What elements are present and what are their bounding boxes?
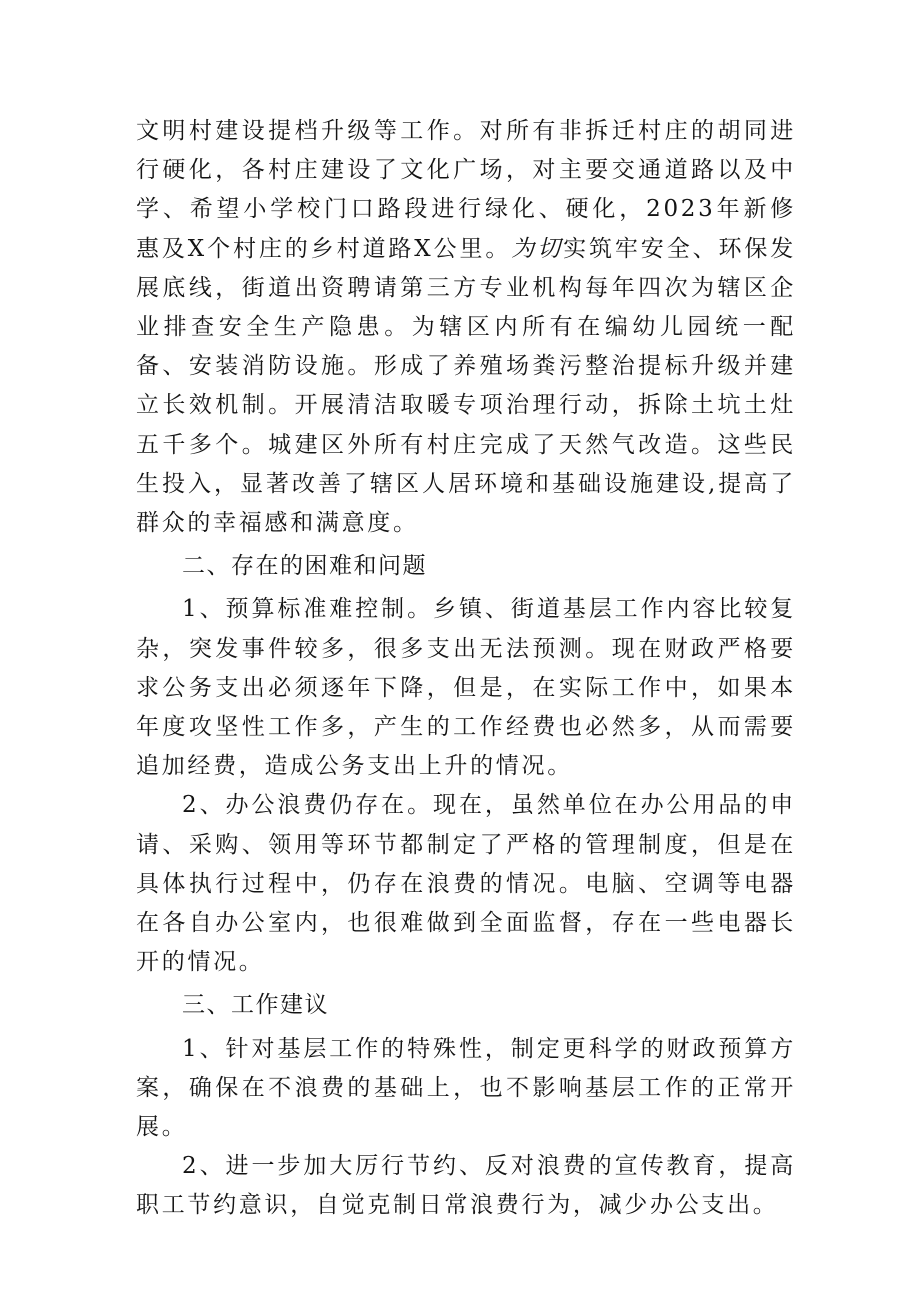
italic-text: 为切 [511, 235, 564, 262]
list-item-budget-control: 1、预算标准难控制。乡镇、街道基层工作内容比较复杂，突发事件较多，很多支出无法预测。现在财政严格要求公务支出必须逐年下降，但是，在实际工作中，如果本年度攻坚性工作多，产生的工作经费也必然多，从而需要追加经费，造成公务支出上升的情况。 [136, 596, 796, 780]
list-item-office-waste: 2、办公浪费仍存在。现在，虽然单位在办公用品的申请、采购、领用等环节都制定了严格的管理制度，但是在具体执行过程中，仍存在浪费的情况。电脑、空调等电器在各自办公室内，也很难做到全面监督，存在一些电器长开的情况。 [136, 792, 796, 976]
section-heading-difficulties: 二、存在的困难和问题 [182, 553, 427, 580]
list-item-budget-plan: 1、针对基层工作的特殊性，制定更科学的财政预算方案，确保在不浪费的基础上，也不影响基层工作的正常开展。 [136, 1035, 796, 1141]
section-heading-suggestions: 三、工作建议 [182, 992, 329, 1019]
paragraph-text: 文明村建设提档升级等工作。对所有非拆迁村庄的胡同进行硬化，各村庄建设了文化广场，对主要交通道路以及中学、希望小学校门口路段进行绿化、硬化，2023年新修惠及X个村庄的乡村道路X公里。 [136, 118, 796, 262]
list-item-thrift-education: 2、进一步加大厉行节约、反对浪费的宣传教育，提高职工节约意识，自觉克制日常浪费行为，减少办公支出。 [136, 1153, 796, 1219]
body-paragraph-continued [136, 112, 796, 543]
document-body [136, 112, 796, 1226]
paragraph-text: 实筑牢安全、环保发展底线，街道出资聘请第三方专业机构每年四次为辖区企业排查安全生产隐患。为辖区内所有在编幼儿园统一配备、安装消防设施。形成了养殖场粪污整治提标升级并建立长效机制。开展清洁取暖专项治理行动，拆除土坑土灶五千多个。城建区外所有村庄完成了天然气改造。这些民生投入，显著改善了辖区人居环境和基础设施建设,提高了群众的幸福感和满意度。 [136, 235, 797, 537]
